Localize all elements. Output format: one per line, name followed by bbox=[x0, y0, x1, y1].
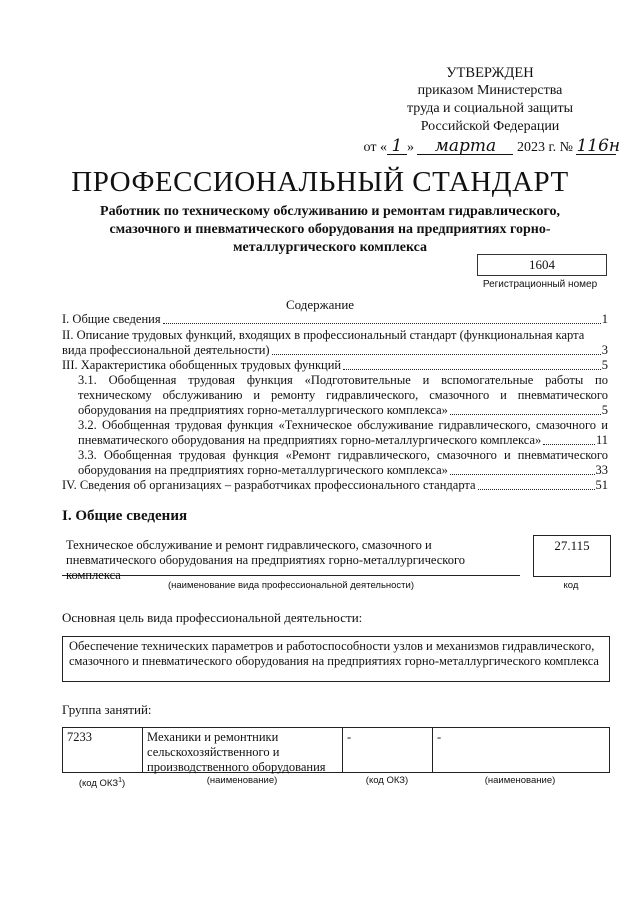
goal-label: Основная цель вида профессиональной деятельности: bbox=[62, 610, 363, 625]
approval-date-line bbox=[360, 138, 620, 157]
toc-item-page: 11 bbox=[595, 433, 608, 447]
toc-leader bbox=[343, 369, 601, 370]
toc-item-page: 1 bbox=[601, 312, 608, 326]
toc-item[interactable] bbox=[62, 312, 608, 327]
toc-item-page: 33 bbox=[595, 463, 608, 477]
occupation-group-table bbox=[62, 727, 610, 773]
code-caption: код bbox=[563, 580, 579, 591]
activity-name: Техническое обслуживание и ремонт гидравлического, смазочного и пневматического оборудования на предприятиях горно-металлургического комплекса bbox=[62, 536, 520, 576]
toc-item-label: III. Характеристика обобщенных трудовых функций bbox=[62, 358, 342, 372]
toc-item[interactable] bbox=[78, 433, 608, 448]
toc-leader bbox=[450, 474, 595, 475]
okz-caption-text: (код ОКЗ bbox=[78, 778, 119, 790]
okz-caption-close: ) bbox=[121, 778, 126, 790]
approval-title: УТВЕРЖДЕН bbox=[446, 65, 534, 81]
toc-item-page: 3 bbox=[601, 343, 608, 357]
toc-item[interactable] bbox=[78, 463, 608, 478]
section-heading: I. Общие сведения bbox=[62, 508, 188, 524]
toc-leader bbox=[478, 489, 595, 490]
okz-code-2: - bbox=[343, 728, 433, 772]
subtitle-line: Работник по техническому обслуживанию и ремонтам гидравлического, bbox=[100, 204, 560, 219]
date-day: 1 bbox=[387, 138, 407, 155]
okz-name-caption: (наименование) bbox=[206, 775, 278, 786]
contents-title: Содержание bbox=[285, 297, 355, 312]
toc-item-page: 5 bbox=[601, 403, 608, 417]
order-number: 116н bbox=[576, 136, 621, 156]
toc-item-label: оборудования на предприятиях горно-металлургического комплекса» bbox=[78, 403, 448, 417]
registration-number-box: 1604 bbox=[477, 254, 607, 276]
okz-code-caption bbox=[62, 777, 142, 789]
toc-subitem-text: 3.3. Обобщенная трудовая функция «Ремонт гидравлического, смазочного и пневматического bbox=[78, 448, 608, 462]
toc-subitem-text: 3.1. Обобщенная трудовая функция «Подготовительные и вспомогательные работы по техническому обслуживанию и ремонту гидравлического, смазочного и пневматического bbox=[78, 373, 608, 402]
toc-item[interactable] bbox=[78, 403, 608, 418]
toc-item-page: 5 bbox=[601, 358, 608, 372]
standard-subtitle bbox=[70, 203, 590, 257]
group-label: Группа занятий: bbox=[62, 702, 152, 717]
toc-leader bbox=[272, 354, 601, 355]
toc-item-label: вида профессиональной деятельности) bbox=[62, 343, 270, 357]
toc-item-line: II. Описание трудовых функций, входящих в профессиональный стандарт (функциональная карта bbox=[62, 328, 585, 342]
toc-item-label: пневматического оборудования на предприятиях горно-металлургического комплекса» bbox=[78, 433, 542, 447]
approval-line-country: Российской Федерации bbox=[420, 119, 560, 134]
okz-code-1: 7233 bbox=[63, 728, 143, 772]
toc-item[interactable] bbox=[62, 358, 608, 373]
approval-line-ministry: труда и социальной защиты bbox=[407, 101, 573, 116]
date-mid: » bbox=[406, 140, 414, 155]
goal-text: Обеспечение технических параметров и работоспособности узлов и механизмов гидравлического, смазочного и пневматического оборудования на предприятиях горно-металлургического комплекса bbox=[62, 636, 610, 682]
subtitle-line: металлургического комплекса bbox=[232, 240, 428, 255]
date-year: 2023 г. № bbox=[516, 140, 573, 155]
toc-item-label: оборудования на предприятиях горно-металлургического комплекса» bbox=[78, 463, 448, 477]
toc-leader bbox=[450, 414, 601, 415]
toc-subitem-text: 3.2. Обобщенная трудовая функция «Техническое обслуживание гидравлического, смазочного и bbox=[78, 418, 608, 432]
toc-item[interactable] bbox=[62, 478, 608, 493]
toc-item[interactable] bbox=[62, 343, 608, 358]
activity-caption: (наименование вида профессиональной деятельности) bbox=[167, 580, 415, 591]
date-month: марта bbox=[417, 138, 513, 155]
approval-block bbox=[360, 64, 620, 157]
toc-leader bbox=[163, 323, 601, 324]
toc-item-label: I. Общие сведения bbox=[62, 312, 161, 326]
page-title: ПРОФЕССИОНАЛЬНЫЙ СТАНДАРТ bbox=[71, 166, 569, 198]
toc-item-page: 51 bbox=[595, 478, 608, 492]
approval-line-order: приказом Министерства bbox=[417, 83, 563, 98]
subtitle-line: смазочного и пневматического оборудования на предприятиях горно- bbox=[109, 222, 551, 237]
toc-item-label: IV. Сведения об организациях – разработчиках профессионального стандарта bbox=[62, 478, 476, 492]
activity-code: 27.115 bbox=[533, 535, 611, 577]
okz-name-2: - bbox=[437, 730, 442, 744]
footnote-mark: 1 bbox=[118, 777, 122, 784]
toc-leader bbox=[543, 444, 595, 445]
date-prefix: от « bbox=[363, 140, 387, 155]
registration-label: Регистрационный номер bbox=[482, 279, 598, 290]
okz-name2-caption: (наименование) bbox=[484, 775, 556, 786]
okz-name-1: Механики и ремонтники сельскохозяйственного и производственного оборудования bbox=[143, 728, 343, 772]
okz-code2-caption: (код ОКЗ) bbox=[365, 775, 409, 786]
